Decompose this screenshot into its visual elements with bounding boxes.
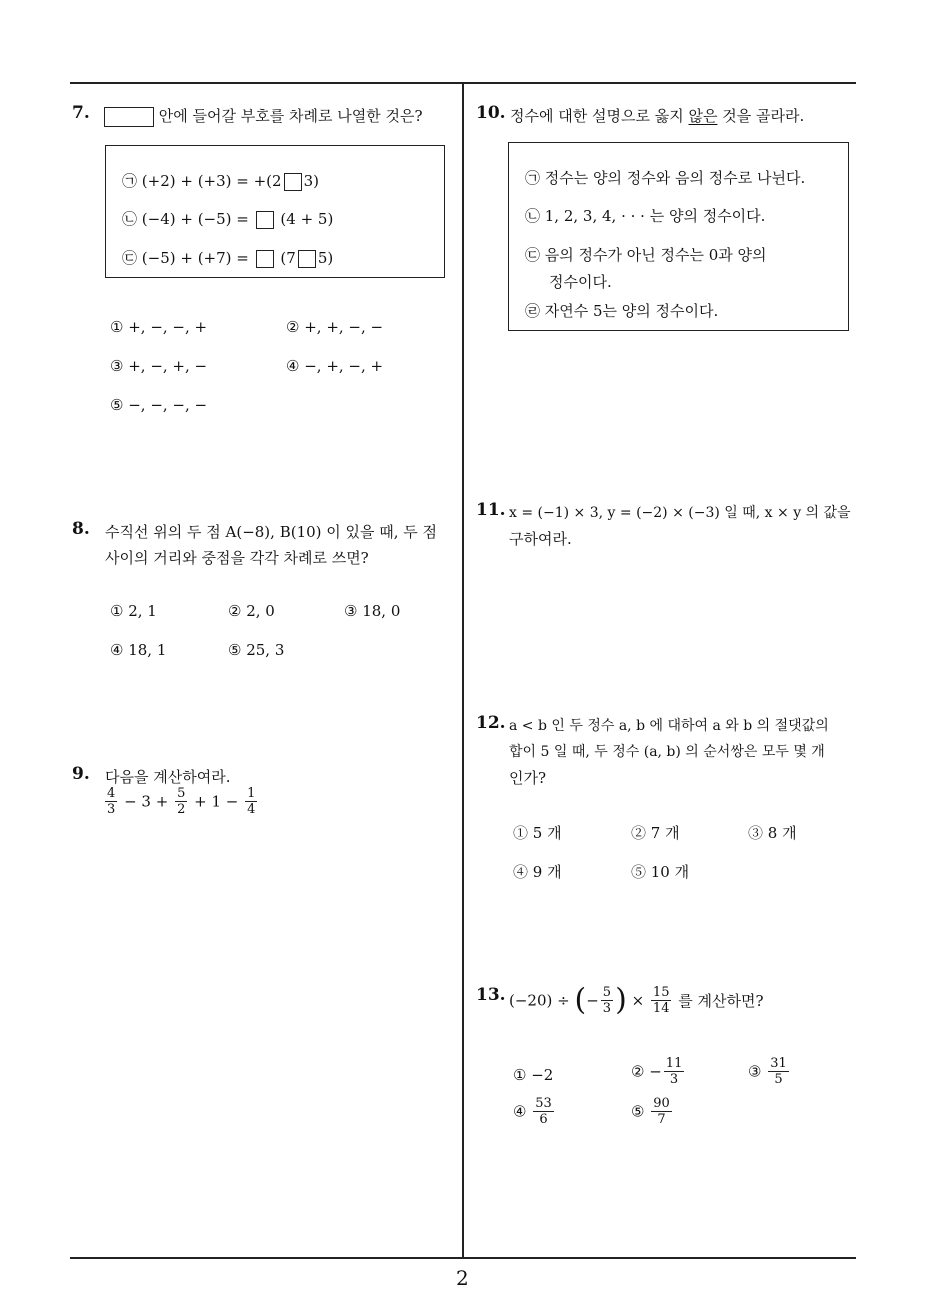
- fraction: $\frac{1}{4}$: [247, 786, 256, 817]
- page-number: 2: [456, 1266, 469, 1290]
- answer-option[interactable]: ④ 18, 1: [110, 641, 167, 659]
- question-number: 11.: [476, 500, 506, 520]
- statement: ㉢ 음의 정수가 아닌 정수는 0과 양의: [525, 246, 767, 264]
- answer-option[interactable]: ① 2, 1: [110, 602, 157, 620]
- condition-line: ㉠ (+2) + (+3) = +(2 3): [122, 172, 319, 190]
- answer-option[interactable]: ③ 18, 0: [344, 602, 401, 620]
- fraction: $\frac{11}{3}$: [665, 1056, 683, 1087]
- question-number: 8.: [72, 519, 90, 539]
- answer-option[interactable]: ⑤ 25, 3: [228, 641, 285, 659]
- question-number: 9.: [72, 764, 90, 784]
- condition-line: ㉢ (−5) + (+7) = (7 5): [122, 249, 334, 267]
- sign-blank: [284, 173, 302, 191]
- statement: ㉠ 정수는 양의 정수와 음의 정수로 나뉜다.: [525, 169, 806, 187]
- fraction: $\frac{5}{3}$: [602, 985, 612, 1016]
- question-stem: 다음을 계산하여라.: [105, 768, 231, 786]
- answer-option[interactable]: ① 5 개: [513, 824, 562, 842]
- answer-option[interactable]: ② − $\frac{11}{3}$: [631, 1056, 683, 1087]
- answer-option[interactable]: ② 7 개: [631, 824, 680, 842]
- fraction: $\frac{4}{3}$: [107, 786, 116, 817]
- answer-option[interactable]: ④ $\frac{53}{6}$: [513, 1096, 552, 1127]
- answer-option[interactable]: ③ +, −, +, −: [110, 357, 208, 375]
- answer-option[interactable]: ① −2: [513, 1066, 554, 1084]
- answer-option[interactable]: ⑤ −, −, −, −: [110, 396, 208, 414]
- answer-blank: [104, 107, 154, 127]
- fraction: $\frac{90}{7}$: [653, 1096, 670, 1127]
- answer-option[interactable]: ④ −, +, −, +: [286, 357, 384, 375]
- question-stem: 정수에 대한 설명으로 옳지 않은 것을 골라라.: [510, 107, 805, 125]
- condition-box: [105, 145, 445, 278]
- fraction: $\frac{5}{2}$: [177, 786, 186, 817]
- bottom-rule: [70, 1257, 856, 1259]
- question-number: 7.: [72, 103, 90, 123]
- fraction: $\frac{53}{6}$: [535, 1096, 552, 1127]
- sign-blank: [256, 211, 274, 229]
- sign-blank: [298, 250, 316, 268]
- question-stem: 안에 들어갈 부호를 차례로 나열한 것은?: [104, 103, 423, 129]
- sign-blank: [256, 250, 274, 268]
- condition-line: ㉡ (−4) + (−5) = (4 + 5): [122, 210, 334, 228]
- answer-option[interactable]: ③ $\frac{31}{5}$: [748, 1056, 787, 1087]
- answer-option[interactable]: ④ 9 개: [513, 863, 562, 881]
- statement-box: [508, 142, 849, 331]
- fraction: $\frac{15}{14}$: [652, 985, 670, 1016]
- answer-option[interactable]: ② +, +, −, −: [286, 318, 384, 336]
- answer-option[interactable]: ③ 8 개: [748, 824, 797, 842]
- answer-option[interactable]: ⑤ 10 개: [631, 863, 690, 881]
- question-number: 12.: [476, 713, 506, 733]
- answer-option[interactable]: ⑤ $\frac{90}{7}$: [631, 1096, 670, 1127]
- statement: ㉣ 자연수 5는 양의 정수이다.: [525, 302, 719, 320]
- question-number: 13.: [476, 985, 506, 1005]
- math-expression: (−20) ÷ (− $\frac{5}{3}$ ) × $\frac{15}{14}$ 를 계산하면?: [509, 982, 764, 1018]
- question-stem: a < b 인 두 정수 a, b 에 대하여 a 와 b 의 절댓값의 합이 5 일 때, 두 정수 (a, b) 의 순서쌍은 모두 몇 개 인가?: [509, 718, 829, 787]
- math-expression: $\frac{4}{3}$ − 3 + $\frac{5}{2}$ + 1 − $\frac{1}{4}$: [107, 786, 256, 817]
- column-divider: [462, 82, 464, 1258]
- fraction: $\frac{31}{5}$: [770, 1056, 787, 1087]
- question-stem: x = (−1) × 3, y = (−2) × (−3) 일 때, x × y 의 값을 구하여라.: [509, 505, 851, 548]
- answer-option[interactable]: ② 2, 0: [228, 602, 275, 620]
- statement: ㉡ 1, 2, 3, 4, · · · 는 양의 정수이다.: [525, 207, 766, 225]
- answer-option[interactable]: ① +, −, −, +: [110, 318, 208, 336]
- question-number: 10.: [476, 103, 506, 123]
- statement: 정수이다.: [549, 273, 612, 291]
- question-stem: 수직선 위의 두 점 A(−8), B(10) 이 있을 때, 두 점 사이의 거리와 중점을 각각 차례로 쓰면?: [105, 523, 438, 567]
